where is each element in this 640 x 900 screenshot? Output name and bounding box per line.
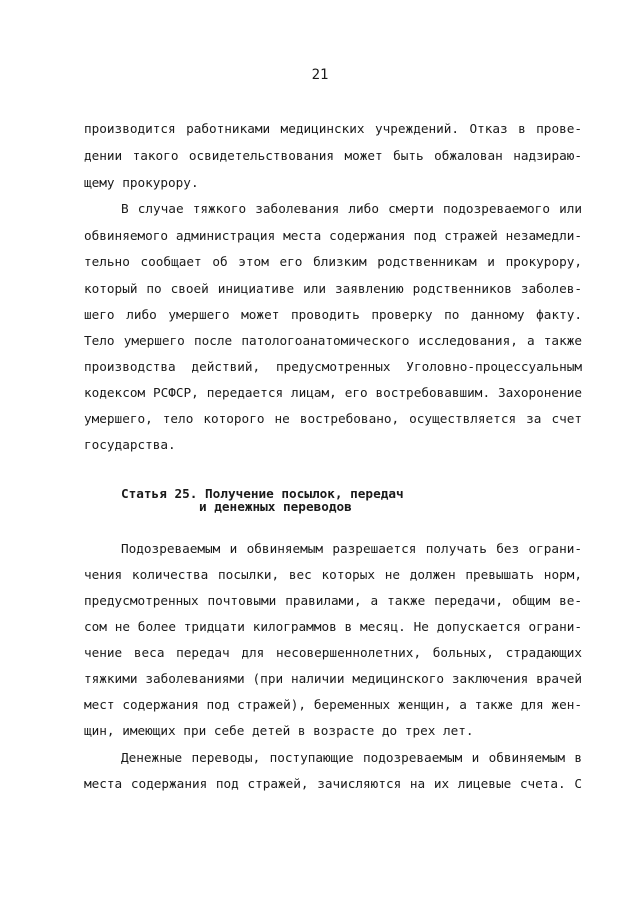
text-line: тельно сообщает об этом его близким родственникам и прокурору, — [84, 254, 582, 269]
text-line: который по своей инициативе или заявлению родственников заболев- — [84, 281, 582, 296]
text-line: производства действий, предусмотренных Уголовно-процессуальным — [84, 359, 582, 374]
text-line: Тело умершего после патологоанатомического исследования, а также — [84, 333, 582, 348]
article-heading-line-1: Статья 25. Получение посылок, передач — [121, 486, 404, 501]
text-line: дении такого освидетельствования может быть обжалован надзираю- — [84, 148, 582, 163]
text-line: сом не более тридцати килограммов в месяц. Не допускается ограни- — [84, 619, 582, 634]
text-line: шего либо умершего может проводить проверку по данному факту. — [84, 307, 582, 322]
text-line: чения количества посылки, вес которых не должен превышать норм, — [84, 567, 582, 582]
text-line: В случае тяжкого заболевания либо смерти подозреваемого или — [121, 201, 582, 216]
text-line: государства. — [84, 437, 176, 452]
article-heading-line-2: и денежных переводов — [199, 499, 352, 514]
text-line: умершего, тело которого не востребовано, осуществляется за счет — [84, 411, 582, 426]
text-line: кодексом РСФСР, передается лицам, его востребовавшим. Захоронение — [84, 385, 582, 400]
page-number: 21 — [311, 67, 329, 83]
text-line: места содержания под стражей, зачисляются на их лицевые счета. С — [84, 776, 582, 791]
text-line: предусмотренных почтовыми правилами, а также передачи, общим ве- — [84, 593, 582, 608]
text-line: Подозреваемым и обвиняемым разрешается получать без ограни- — [121, 541, 582, 556]
text-line: Денежные переводы, поступающие подозреваемым и обвиняемым в — [121, 750, 582, 765]
text-line: обвиняемого администрация места содержания под стражей незамедли- — [84, 228, 582, 243]
text-line: производится работниками медицинских учреждений. Отказ в прове- — [84, 121, 582, 136]
text-line: чение веса передач для несовершеннолетних, больных, страдающих — [84, 645, 582, 660]
text-line: тяжкими заболеваниями (при наличии медицинского заключения врачей — [84, 671, 582, 686]
text-line: щему прокурору. — [84, 175, 199, 190]
text-line: мест содержания под стражей), беременных женщин, а также для жен- — [84, 697, 582, 712]
text-line: щин, имеющих при себе детей в возрасте до трех лет. — [84, 723, 474, 738]
